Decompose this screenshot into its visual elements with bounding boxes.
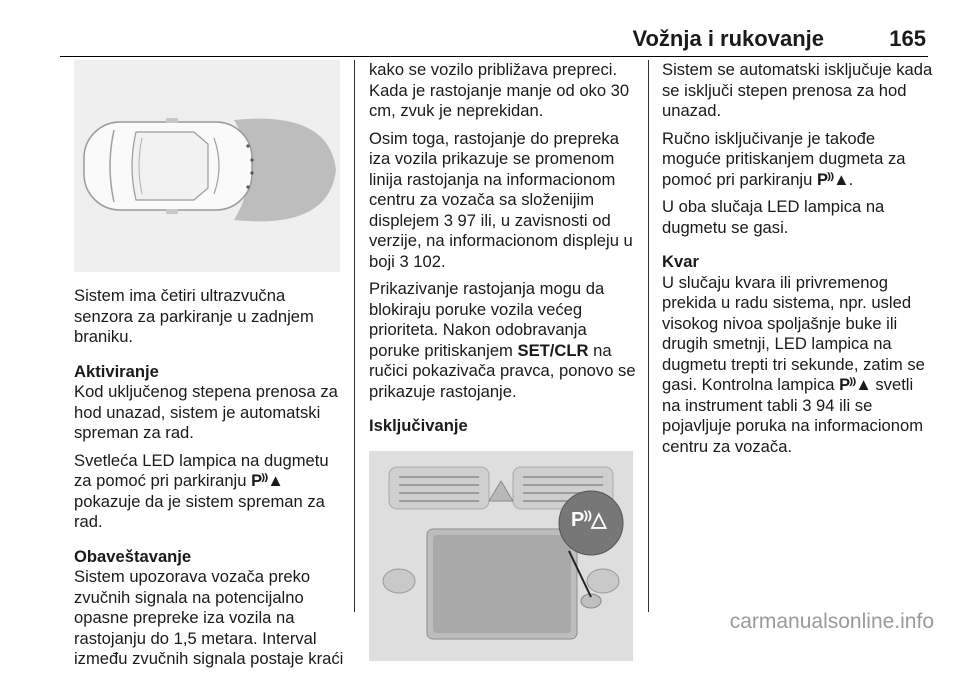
warning-text: Sistem upozorava vozača preko zvučnih signala na potencijalno opasne prepreke iza vozila na rastojanju do 1,5 metara. Interval između zvučnih signala postaje kraći — [74, 567, 344, 668]
activation-text-1: Kod uključenog stepena prenosa za hod unazad, sistem je automatski spreman za rad. — [74, 382, 338, 442]
page-number: 165 — [889, 26, 926, 51]
priority-text: Prikazivanje rastojanja mogu da blokiraju poruke vozila većeg prioriteta. Nakon odobravanja poruke pritiskanjem SET/CLR na ručici pokazivača pravca, ponovo se prikazuje rastojanje. — [369, 279, 636, 401]
page-reference[interactable]: 3 97 — [443, 210, 477, 230]
column-divider — [354, 60, 355, 612]
activation-heading: Aktiviranje — [74, 361, 159, 381]
car-sensor-illustration — [74, 60, 340, 272]
fault-text: U slučaju kvara ili privremenog prekida u radu sistema, npr. usled visokog nivoa spoljašnje buke ili drugih smetnji, LED lampica na dugmetu trepti tri sekunde, zatim se gasi. Kontrolna lampica P⁾⁾▲ svetli na instrument tabli 3 94 ili se pojavljuje poruka na informacionom centru za vozača. — [662, 272, 925, 456]
watermark: carmanualsonline.info — [729, 610, 934, 633]
fault-heading: Kvar — [662, 252, 699, 271]
activation-text-2: Svetleća LED lampica na dugmetu za pomoć pri parkiranju P⁾⁾▲ pokazuje da je sistem spreman za rad. — [74, 450, 329, 531]
parking-assist-icon: P⁾⁾▲ — [816, 169, 849, 189]
deactivation-text-3: U oba slučaja LED lampica na dugmetu se gasi. — [662, 197, 885, 237]
deactivation-heading: Isključivanje — [369, 416, 468, 435]
column-3 — [662, 60, 934, 464]
intro-text: Sistem ima četiri ultrazvučna senzora za parkiranje u zadnjem braniku. — [74, 286, 314, 346]
page-reference[interactable]: 3 94 — [802, 395, 835, 415]
parking-assist-icon: P⁾⁾▲ — [251, 471, 283, 490]
parking-assist-icon: P⁾⁾▲ — [839, 375, 871, 394]
column-divider — [648, 60, 649, 612]
deactivation-text-1: Sistem se automatski isključuje kada se isključi stepen prenosa za hod unazad. — [662, 60, 933, 120]
warning-text-continued: kako se vozilo približava prepreci. Kada je rastojanje manje od oko 30 cm, zvuk je neprekidan. — [369, 60, 630, 120]
page-header — [60, 22, 928, 57]
warning-heading: Obaveštavanje — [74, 546, 192, 566]
dashboard-button-illustration — [369, 451, 633, 661]
car-top-view-icon — [74, 60, 340, 272]
distance-display-text: Osim toga, rastojanje do prepreka iza vozila prikazuje se promenom linija rastojanja na informacionom centru za vozača sa složenijim displejem 3 97 ili, u zavisnosti od verzije, na informacionom displeju u boji 3 102. — [369, 128, 633, 271]
column-1 — [74, 60, 346, 677]
deactivation-text-2: Ručno isključivanje je takođe moguće pritiskanjem dugmeta za pomoć pri parkiranju P⁾⁾▲. — [662, 128, 906, 189]
parking-assist-button-icon[interactable]: P⁾⁾△ — [571, 508, 606, 531]
page-title: Vožnja i rukovanje — [632, 26, 824, 51]
page-reference[interactable]: 3 102 — [399, 251, 441, 271]
column-2 — [369, 60, 639, 661]
